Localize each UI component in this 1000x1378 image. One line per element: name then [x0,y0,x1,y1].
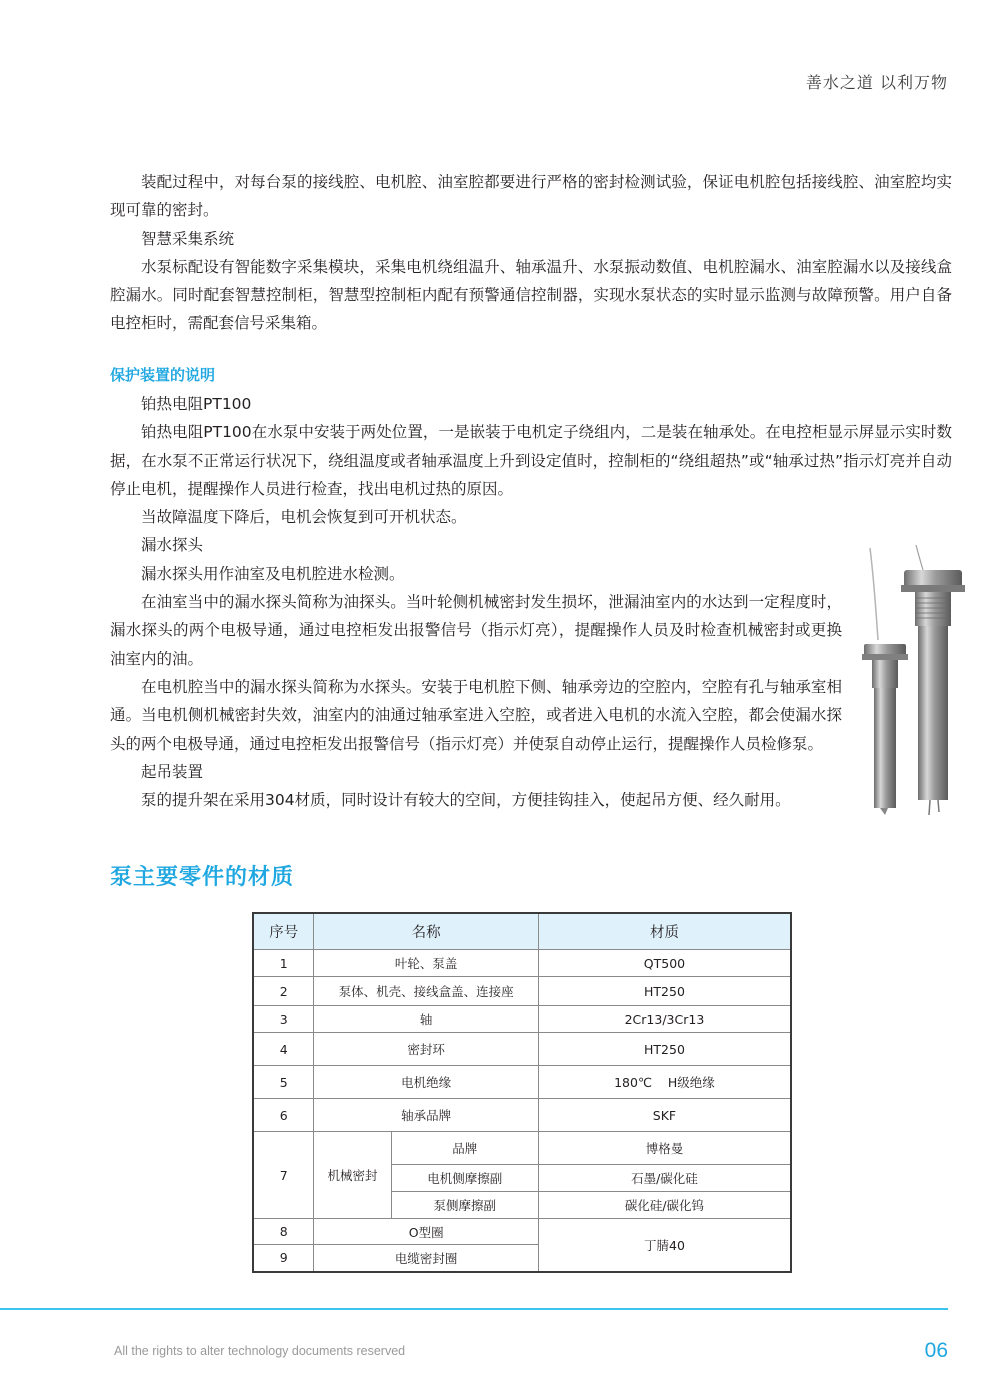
seal-subrow-material: 石墨/碳化硅 [538,1165,791,1192]
materials-table [252,912,792,1273]
row-material: 2Cr13/3Cr13 [538,1006,791,1033]
lifting-paragraph: 泵的提升架在采用304材质，同时设计有较大的空间，方便挂钩挂入，使起吊方便、经久耐用。 [141,791,791,810]
row-material: HT250 [538,977,791,1006]
seal-subrow-material: 碳化硅/碳化钨 [538,1192,791,1219]
row-no: 1 [253,950,314,977]
intro-paragraph: 装配过程中，对每台泵的接线腔、电机腔、油室腔都要进行严格的密封检测试验，保证电机腔包括接线腔、油室腔均实现可靠的密封。 [110,173,952,220]
footer-divider [0,1308,948,1310]
subheading-smart-collection: 智慧采集系统 [141,229,235,248]
row-name: O型圈 [314,1219,538,1245]
row-no: 6 [253,1099,314,1132]
intro-section [110,168,952,338]
row-name: 电缆密封圈 [314,1245,538,1272]
header-material: 材质 [538,913,791,950]
table-row [253,1033,791,1066]
footer-rights: All the rights to alter technology documents reserved [114,1344,406,1358]
row-material: HT250 [538,1033,791,1066]
leak-paragraph: 在油室当中的漏水探头简称为油探头。当叶轮侧机械密封发生损坏，泄漏油室内的水达到一定程度时，漏水探头的两个电极导通，通过电控柜发出报警信号（指示灯亮），提醒操作人员及时检查机械密封或更换油室内的油。 [110,593,842,668]
row-material: QT500 [538,950,791,977]
table-row-seal [253,1132,791,1165]
row-material: SKF [538,1099,791,1132]
row-no: 2 [253,977,314,1006]
pt100-paragraph: 铂热电阻PT100在水泵中安装于两处位置，一是嵌装于电机定子绕组内，二是装在轴承处。在电控柜显示屏显示实时数据，在水泵不正常运行状况下，绕组温度或者轴承温度上升到设定值时，控制柜的“绕组超热”或“轴承过热”指示灯亮并自动停止电机，提醒操作人员进行检查，找出电机过热的原因。 [110,423,952,498]
header-slogan: 善水之道 以利万物 [805,73,948,92]
materials-title: 泵主要零件的材质 [110,865,295,890]
seal-subrow-name: 泵侧摩擦副 [391,1192,538,1219]
table-row [253,1099,791,1132]
probe-small [862,644,908,815]
row-material-shared: 丁腈40 [538,1219,791,1272]
seal-group-name: 机械密封 [314,1132,391,1219]
header-no: 序号 [253,913,314,950]
row-name: 密封环 [314,1033,538,1066]
row-name: 轴 [314,1006,538,1033]
row-no: 8 [253,1219,314,1245]
leak-paragraph: 在电机腔当中的漏水探头简称为水探头。安装于电机腔下侧、轴承旁边的空腔内，空腔有孔与轴承室相通。当电机侧机械密封失效，油室内的油通过轴承室进入空腔，或者进入电机的水流入空腔，都会使漏水探头的两个电极导通，通过电控柜发出报警信号（指示灯亮）并使泵自动停止运行，提醒操作人员检修泵。 [110,677,842,753]
row-material: 180℃ H级绝缘 [538,1066,791,1099]
row-name: 泵体、机壳、接线盒盖、连接座 [314,977,538,1006]
leak-paragraph: 漏水探头用作油室及电机腔进水检测。 [141,564,405,583]
row-no: 4 [253,1033,314,1066]
row-no: 5 [253,1066,314,1099]
page-number: 06 [924,1339,948,1362]
table-row [253,1219,791,1245]
row-name: 叶轮、泵盖 [314,950,538,977]
header-name: 名称 [314,913,538,950]
protection-heading: 保护装置的说明 [110,366,216,384]
probe-wire-right [916,545,923,570]
row-name: 轴承品牌 [314,1099,538,1132]
row-name: 电机绝缘 [314,1066,538,1099]
protection-section [110,390,952,814]
seal-subrow-name: 品牌 [391,1132,538,1165]
table-row [253,1066,791,1099]
probe-large [901,570,965,815]
table-row [253,1006,791,1033]
table-row [253,950,791,977]
row-no: 9 [253,1245,314,1272]
row-no: 3 [253,1006,314,1033]
intro-paragraph: 水泵标配设有智能数字采集模块，采集电机绕组温升、轴承温升、水泵振动数值、电机腔漏水、油室腔漏水以及接线盒腔漏水。同时配套智慧控制柜，智慧型控制柜内配有预警通信控制器，实现水泵状态的实时显示监测与故障预警。用户自备电控柜时，需配套信号采集箱。 [110,257,952,333]
leak-probe-photo [858,540,978,815]
row-no: 7 [253,1132,314,1219]
subheading-leak-probe: 漏水探头 [141,536,204,555]
table-row [253,977,791,1006]
pt100-paragraph: 当故障温度下降后，电机会恢复到可开机状态。 [141,508,467,527]
seal-subrow-name: 电机侧摩擦副 [391,1165,538,1192]
seal-subrow-material: 博格曼 [538,1132,791,1165]
subheading-pt100: 铂热电阻PT100 [141,395,252,413]
table-header-row [253,913,791,950]
probe-wire-left [870,548,878,640]
subheading-lifting: 起吊装置 [141,762,204,781]
